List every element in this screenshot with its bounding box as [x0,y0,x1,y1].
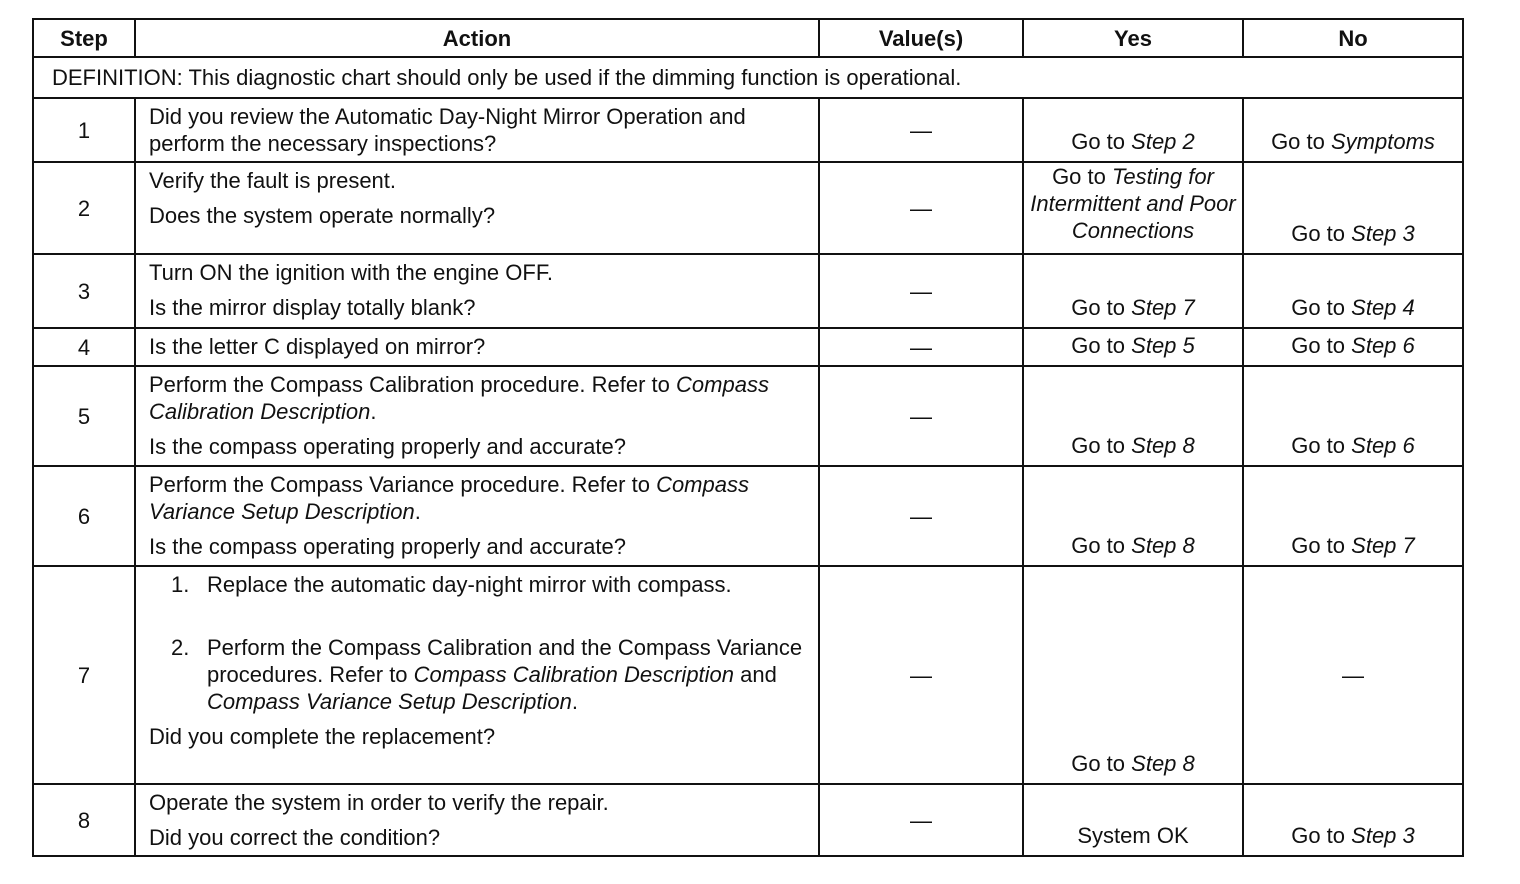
value-cell: — [819,328,1023,366]
go-to-label: Go to [1291,221,1346,246]
yes-cell [1023,784,1243,856]
no-cell [1243,162,1463,254]
table-row [33,162,1463,254]
no-cell [1243,366,1463,466]
no-link[interactable]: Step 3 [1351,823,1415,848]
header-row [33,19,1463,57]
go-to-label: Go to [1052,164,1106,189]
go-to-label: Go to [1291,333,1346,358]
action-text: Perform the Compass Variance procedure. Refer to Compass Variance Setup Description. [149,472,749,524]
no-cell [1243,98,1463,162]
yes-cell [1023,466,1243,566]
yes-link[interactable]: Step 5 [1131,333,1195,358]
yes-cell [1023,98,1243,162]
action-cell [135,328,819,366]
action-question: Is the letter C displayed on mirror? [149,334,486,359]
yes-link[interactable]: Step 8 [1131,533,1195,558]
no-cell [1243,328,1463,366]
go-to-label: Go to [1071,333,1126,358]
value-cell: — [819,466,1023,566]
table-row [33,466,1463,566]
action-instruction: Perform the Compass Variance procedure. Refer to [149,472,650,497]
action-cell [135,254,819,328]
go-to-label: Go to [1071,533,1126,558]
value-cell: — [819,254,1023,328]
no-link[interactable]: Step 3 [1351,221,1415,246]
header-no: No [1243,19,1463,57]
yes-link[interactable]: Step 7 [1131,295,1195,320]
action-question: Is the compass operating properly and accurate? [149,534,626,559]
sub-step: 2. Perform the Compass Calibration and the Compass Variance procedures. Refer to Compass Calibration Description and Compass Variance Setup Description. [171,635,803,714]
go-to-label: Go to [1071,295,1126,320]
action-question: Did you complete the replacement? [149,724,496,749]
action-text: Verify the fault is present. [149,168,397,193]
no-cell: — [1243,566,1463,784]
no-link[interactable]: Symptoms [1331,129,1435,154]
go-to-label: Go to [1071,433,1126,458]
value-cell: — [819,366,1023,466]
yes-cell [1023,366,1243,466]
sub-step-number: 2. [171,635,190,660]
table-row [33,366,1463,466]
table-row [33,328,1463,366]
action-text: Did you review the Automatic Day-Night Mirror Operation and perform the necessary inspections? [149,104,746,156]
step-number: 8 [33,784,135,856]
yes-link[interactable]: Step 8 [1131,751,1195,776]
table-row [33,254,1463,328]
step-number: 2 [33,162,135,254]
step-number: 3 [33,254,135,328]
value-cell: — [819,98,1023,162]
action-reference-link[interactable]: Compass Calibration Description [149,372,769,424]
sub-step [149,571,808,598]
no-link[interactable]: Step 4 [1351,295,1415,320]
header-yes: Yes [1023,19,1243,57]
no-cell [1243,784,1463,856]
yes-link[interactable]: Step 2 [1131,129,1195,154]
action-reference-link[interactable]: Compass Calibration Description [413,662,735,687]
conjunction: and [740,662,777,687]
yes-cell [1023,162,1243,254]
go-to-label: Go to [1291,295,1346,320]
no-cell [1243,254,1463,328]
no-link[interactable]: Step 7 [1351,533,1415,558]
go-to-label: Go to [1071,751,1126,776]
step-number: 1 [33,98,135,162]
yes-cell [1023,254,1243,328]
sub-step-text: Perform the Compass Calibration and the Compass Variance procedures. Refer to [207,635,803,687]
table-row [33,98,1463,162]
step-number: 5 [33,366,135,466]
header-value: Value(s) [819,19,1023,57]
yes-cell [1023,566,1243,784]
sub-step-number: 1. [171,572,190,597]
action-reference-link[interactable]: Compass Variance Setup Description [207,689,572,714]
go-to-label: Go to [1071,129,1126,154]
table-row [33,784,1463,856]
yes-result: System OK [1077,823,1189,848]
action-question: Is the mirror display totally blank? [149,295,476,320]
no-link[interactable]: Step 6 [1351,333,1415,358]
step-number: 4 [33,328,135,366]
header-step: Step [33,19,135,57]
definition-row [33,57,1463,98]
sub-step-text: Replace the automatic day-night mirror with compass. [207,572,732,597]
no-cell [1243,466,1463,566]
action-cell [135,98,819,162]
value-cell: — [819,784,1023,856]
action-cell [135,366,819,466]
action-instruction: Perform the Compass Calibration procedure. Refer to [149,372,670,397]
action-text: Operate the system in order to verify the repair. [149,790,609,815]
diagnostic-table [32,18,1464,857]
action-text: Turn ON the ignition with the engine OFF. [149,260,553,285]
step-number: 7 [33,566,135,784]
yes-link[interactable]: Step 8 [1131,433,1195,458]
value-cell: — [819,162,1023,254]
go-to-label: Go to [1291,533,1346,558]
table-row [33,566,1463,784]
action-cell [135,784,819,856]
action-text: Perform the Compass Calibration procedure. Refer to Compass Calibration Description. [149,372,769,424]
go-to-label: Go to [1291,823,1346,848]
action-cell [135,566,819,784]
value-cell: — [819,566,1023,784]
action-question: Does the system operate normally? [149,203,496,228]
yes-cell [1023,328,1243,366]
go-to-label: Go to [1271,129,1325,154]
no-link[interactable]: Step 6 [1351,433,1415,458]
action-question: Did you correct the condition? [149,825,441,850]
yes-link[interactable]: Testing for Intermittent and Poor Connections [1030,164,1236,243]
definition-text: DEFINITION: This diagnostic chart should only be used if the dimming function is operational. [33,57,1463,98]
header-action: Action [135,19,819,57]
action-question: Is the compass operating properly and accurate? [149,434,626,459]
sub-step-list [149,571,808,715]
action-cell [135,162,819,254]
action-cell [135,466,819,566]
action-reference-link[interactable]: Compass Variance Setup Description [149,472,749,524]
step-number: 6 [33,466,135,566]
go-to-label: Go to [1291,433,1346,458]
